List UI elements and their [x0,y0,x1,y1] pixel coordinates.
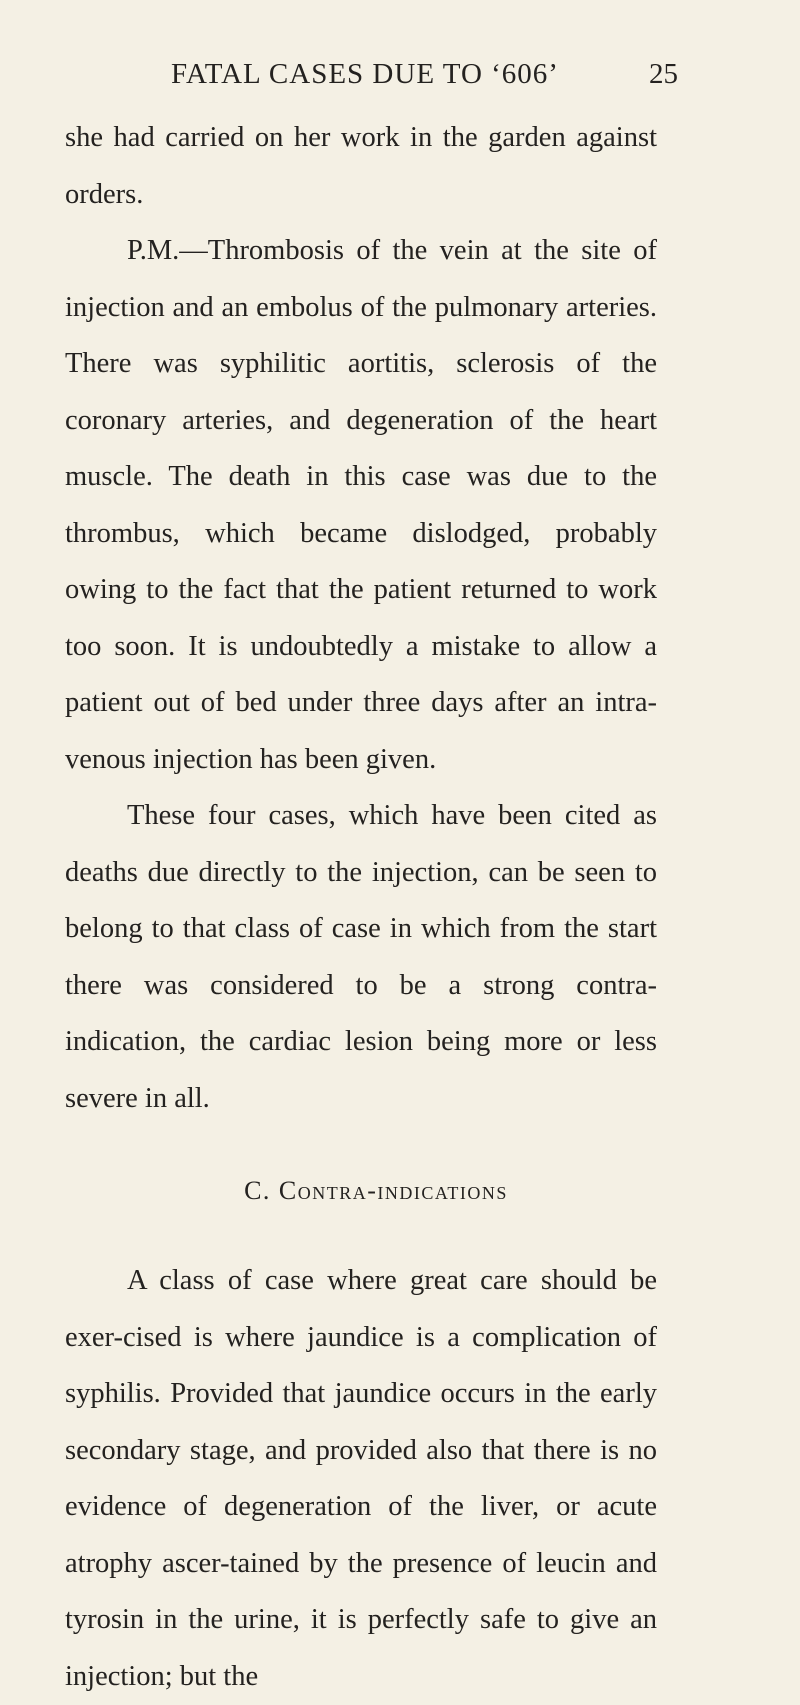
running-header [0,48,800,98]
paragraph-four-cases: These four cases, which have been cited as deaths due directly to the injection, can be seen to belong to that class of case in which from the start there was considered to be a strong contra-indication, the cardiac lesion being more or less severe in all. [65,800,657,1114]
section-letter: C. [244,1176,271,1205]
section-heading [65,1171,657,1211]
running-title: FATAL CASES DUE TO ‘606’ [171,58,559,90]
paragraph-jaundice: A class of case where great care should be exer-cised is where jaundice is a complication of syphilis. Provided that jaundice occurs in the early secondary stage, and provided also that there is no evidence of degeneration of the liver, or acute atrophy ascer-tained by the presence of leucin and tyrosin in the urine, it is perfectly safe to give an injection; but the [65,1265,657,1692]
page-number: 25 [649,58,678,90]
paragraph-continuation: she had carried on her work in the garden against orders. [65,122,657,210]
body-text [65,110,657,1705]
section-title: Contra-indications [278,1176,508,1205]
paragraph-post-mortem: P.M.—Thrombosis of the vein at the site of injection and an embolus of the pulmonary arteries. There was syphilitic aortitis, sclerosis of the coronary arteries, and degeneration of the heart muscle. The death in this case was due to the thrombus, which became dislodged, probably owing to the fact that the patient returned to work too soon. It is undoubtedly a mistake to allow a patient out of bed under three days after an intra-venous injection has been given. [65,235,657,775]
